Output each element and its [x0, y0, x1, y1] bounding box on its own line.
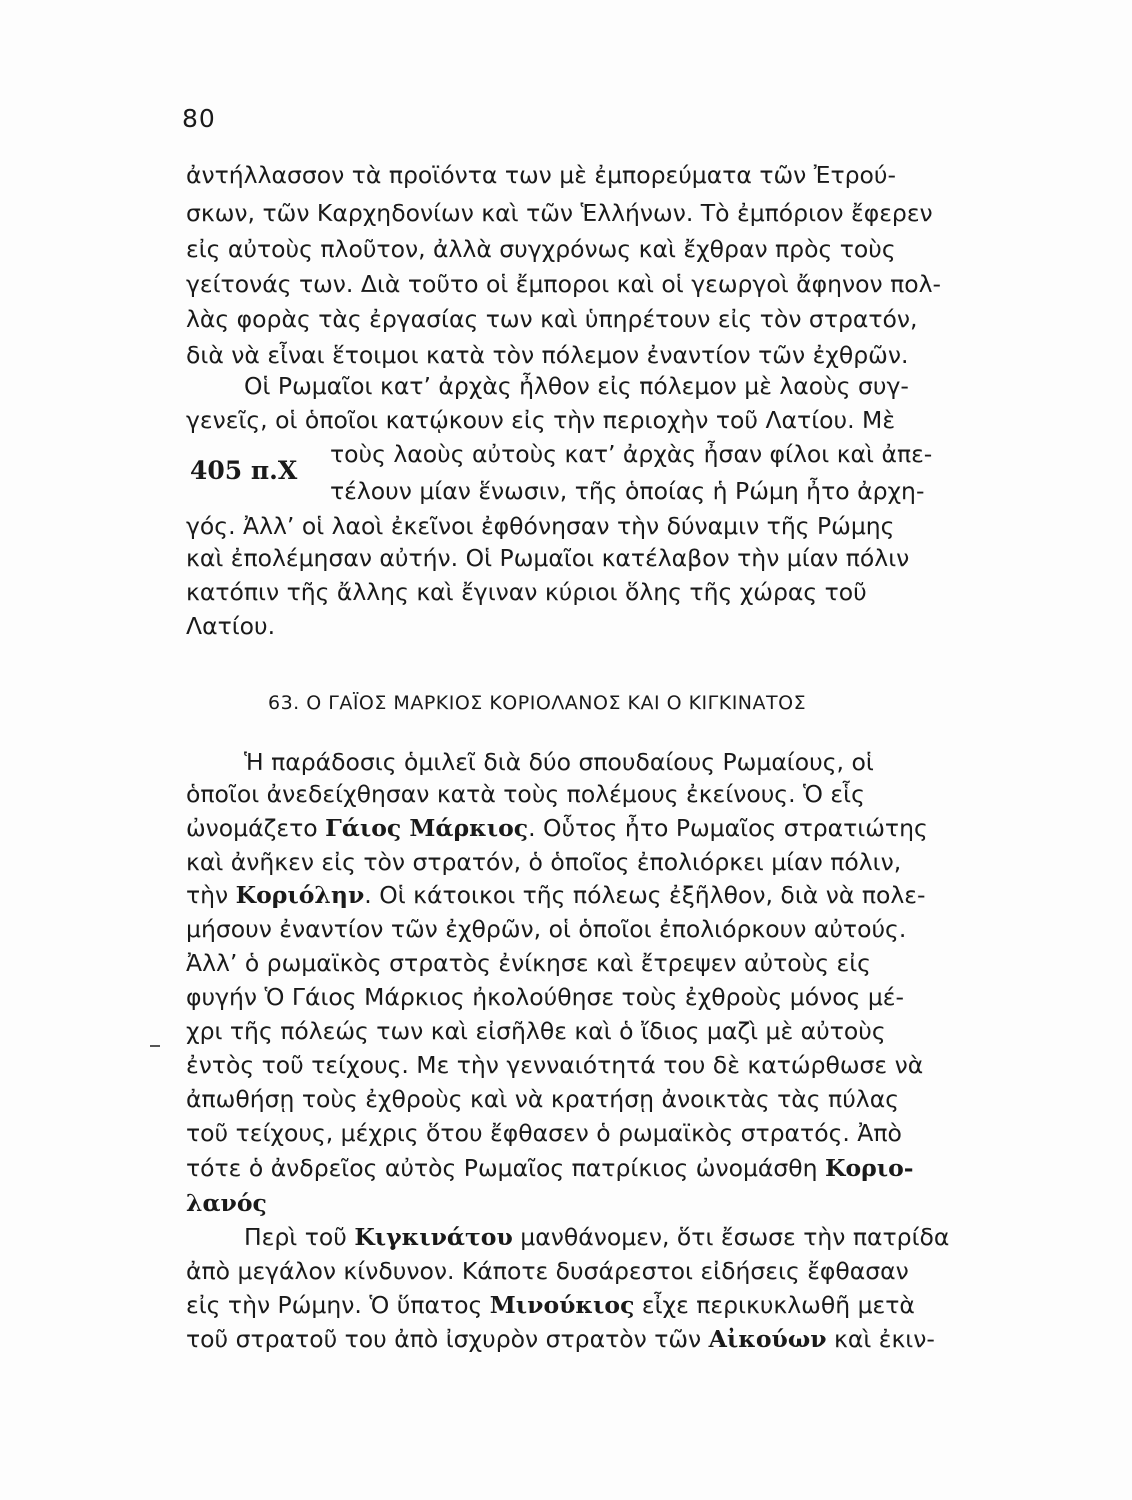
text-line: ὁποῖοι ἀνεδείχθησαν κατὰ τοὺς πολέμους ἐκείνους. Ὁ εἷς: [186, 780, 865, 808]
text-line: κατόπιν τῆς ἄλλης καὶ ἔγιναν κύριοι ὅλης τῆς χώρας τοῦ: [186, 578, 867, 606]
text-line: λὰς φορὰς τὰς ἐργασίας των καὶ ὑπηρέτουν εἰς τὸν στρατόν,: [186, 305, 918, 333]
text-line: τοῦ τείχους, μέχρις ὅτου ἔφθασεν ὁ ρωμαϊκὸς στρατός. Ἀπὸ: [186, 1119, 902, 1147]
text-line: ἀπωθήσῃ τοὺς ἐχθροὺς καὶ νὰ κρατήσῃ ἀνοικτὰς τὰς πύλας: [186, 1085, 899, 1113]
text-span: εἰς τὴν Ρώμην. Ὁ ὕπατος: [186, 1291, 490, 1319]
text-span: τὴν: [186, 881, 236, 909]
text-span: εἶχε περικυκλωθῆ μετὰ: [634, 1291, 915, 1319]
text-span: . Οὗτος ἦτο Ρωμαῖος στρατιώτης: [528, 814, 928, 842]
page-number: 80: [182, 104, 216, 133]
text-span: τότε ὁ ἀνδρεῖος αὐτὸς Ρωμαῖος πατρίκιος ὠνομάσθη: [186, 1154, 826, 1182]
text-line: καὶ ἀνῆκεν εἰς τὸν στρατόν, ὁ ὁποῖος ἐπολιόρκει μίαν πόλιν,: [186, 848, 902, 876]
text-line: γός. Ἀλλ’ οἱ λαοὶ ἐκεῖνοι ἐφθόνησαν τὴν δύναμιν τῆς Ρώμης: [186, 512, 895, 540]
text-line: [186, 1153, 914, 1183]
text-line: γενεῖς, οἱ ὁποῖοι κατῴκουν εἰς τὴν περιοχὴν τοῦ Λατίου. Μὲ: [186, 406, 896, 434]
name-coriolanus: Κοριο-: [825, 1154, 914, 1182]
text-line: Ἀλλ’ ὁ ρωμαϊκὸς στρατὸς ἐνίκησε καὶ ἔτρεψεν αὐτοὺς εἰς: [186, 949, 871, 977]
text-span: καὶ ἐκιν-: [826, 1325, 935, 1353]
name-aequi: Αἰκούων: [708, 1325, 827, 1353]
text-line: ἀντήλλασσον τὰ προϊόντα των μὲ ἐμπορεύματα τῶν Ἐτρού-: [186, 161, 896, 189]
text-span: ὠνομάζετο: [186, 814, 326, 842]
name-gaius-marcius: Γάιος Μάρκιος: [325, 814, 529, 842]
name-cincinnatus: Κιγκινάτου: [354, 1223, 513, 1251]
text-line: ἐντὸς τοῦ τείχους. Με τὴν γενναιότητά του δὲ κατώρθωσε νὰ: [186, 1051, 924, 1079]
stray-mark: [150, 1045, 160, 1047]
text-line: λανός: [186, 1189, 267, 1217]
text-line: Οἱ Ρωμαῖοι κατ’ ἀρχὰς ἦλθον εἰς πόλεμον μὲ λαοὺς συγ-: [244, 372, 909, 400]
name-minucius: Μινούκιος: [489, 1291, 635, 1319]
text-line: εἰς αὐτοὺς πλοῦτον, ἀλλὰ συγχρόνως καὶ ἔχθραν πρὸς τοὺς: [186, 235, 896, 263]
text-line: χρι τῆς πόλεώς των καὶ εἰσῆλθε καὶ ὁ ἴδιος μαζὶ μὲ αὐτοὺς: [186, 1017, 886, 1045]
text-line: [244, 1222, 949, 1252]
section-heading: 63. Ο ΓΑΪΟΣ ΜΑΡΚΙΟΣ ΚΟΡΙΟΛΑΝΟΣ ΚΑΙ Ο ΚΙΓΚΙΝΑΤΟΣ: [268, 692, 807, 714]
text-line: διὰ νὰ εἶναι ἕτοιμοι κατὰ τὸν πόλεμον ἐναντίον τῶν ἐχθρῶν.: [186, 341, 909, 369]
text-line: [186, 813, 928, 843]
text-line: [186, 880, 925, 910]
text-line: Λατίου.: [186, 612, 276, 640]
margin-date-note: 405 π.Χ: [190, 456, 298, 485]
name-corioli: Κοριόλην: [235, 881, 365, 909]
text-line: [186, 1324, 935, 1354]
text-line: φυγήν Ὁ Γάιος Μάρκιος ἠκολούθησε τοὺς ἐχθροὺς μόνος μέ-: [186, 983, 904, 1011]
text-line: σκων, τῶν Καρχηδονίων καὶ τῶν Ἑλλήνων. Τὸ ἐμπόριον ἔφερεν: [186, 199, 933, 227]
text-span: τοῦ στρατοῦ του ἀπὸ ἰσχυρὸν στρατὸν τῶν: [186, 1325, 709, 1353]
text-line: Ἡ παράδοσις ὁμιλεῖ διὰ δύο σπουδαίους Ρωμαίους, οἱ: [244, 748, 874, 776]
text-line: μήσουν ἐναντίον τῶν ἐχθρῶν, οἱ ὁποῖοι ἐπολιόρκουν αὐτούς.: [186, 915, 907, 943]
text-span: Περὶ τοῦ: [244, 1223, 355, 1251]
text-line: γείτονάς των. Διὰ τοῦτο οἱ ἔμποροι καὶ οἱ γεωργοὶ ἄφηνον πολ-: [186, 270, 942, 298]
text-line: τέλουν μίαν ἕνωσιν, τῆς ὁποίας ἡ Ρώμη ἦτο ἀρχη-: [330, 477, 925, 505]
text-line: [186, 1290, 915, 1320]
text-span: μανθάνομεν, ὅτι ἔσωσε τὴν πατρίδα: [512, 1223, 950, 1251]
text-line: τοὺς λαοὺς αὐτοὺς κατ’ ἀρχὰς ἦσαν φίλοι καὶ ἀπε-: [330, 440, 933, 468]
text-line: καὶ ἐπολέμησαν αὐτήν. Οἱ Ρωμαῖοι κατέλαβον τὴν μίαν πόλιν: [186, 544, 910, 572]
text-span: . Οἱ κάτοικοι τῆς πόλεως ἐξῆλθον, διὰ νὰ πολε-: [364, 881, 926, 909]
text-line: ἀπὸ μεγάλον κίνδυνον. Κάποτε δυσάρεστοι εἰδήσεις ἔφθασαν: [186, 1257, 909, 1285]
